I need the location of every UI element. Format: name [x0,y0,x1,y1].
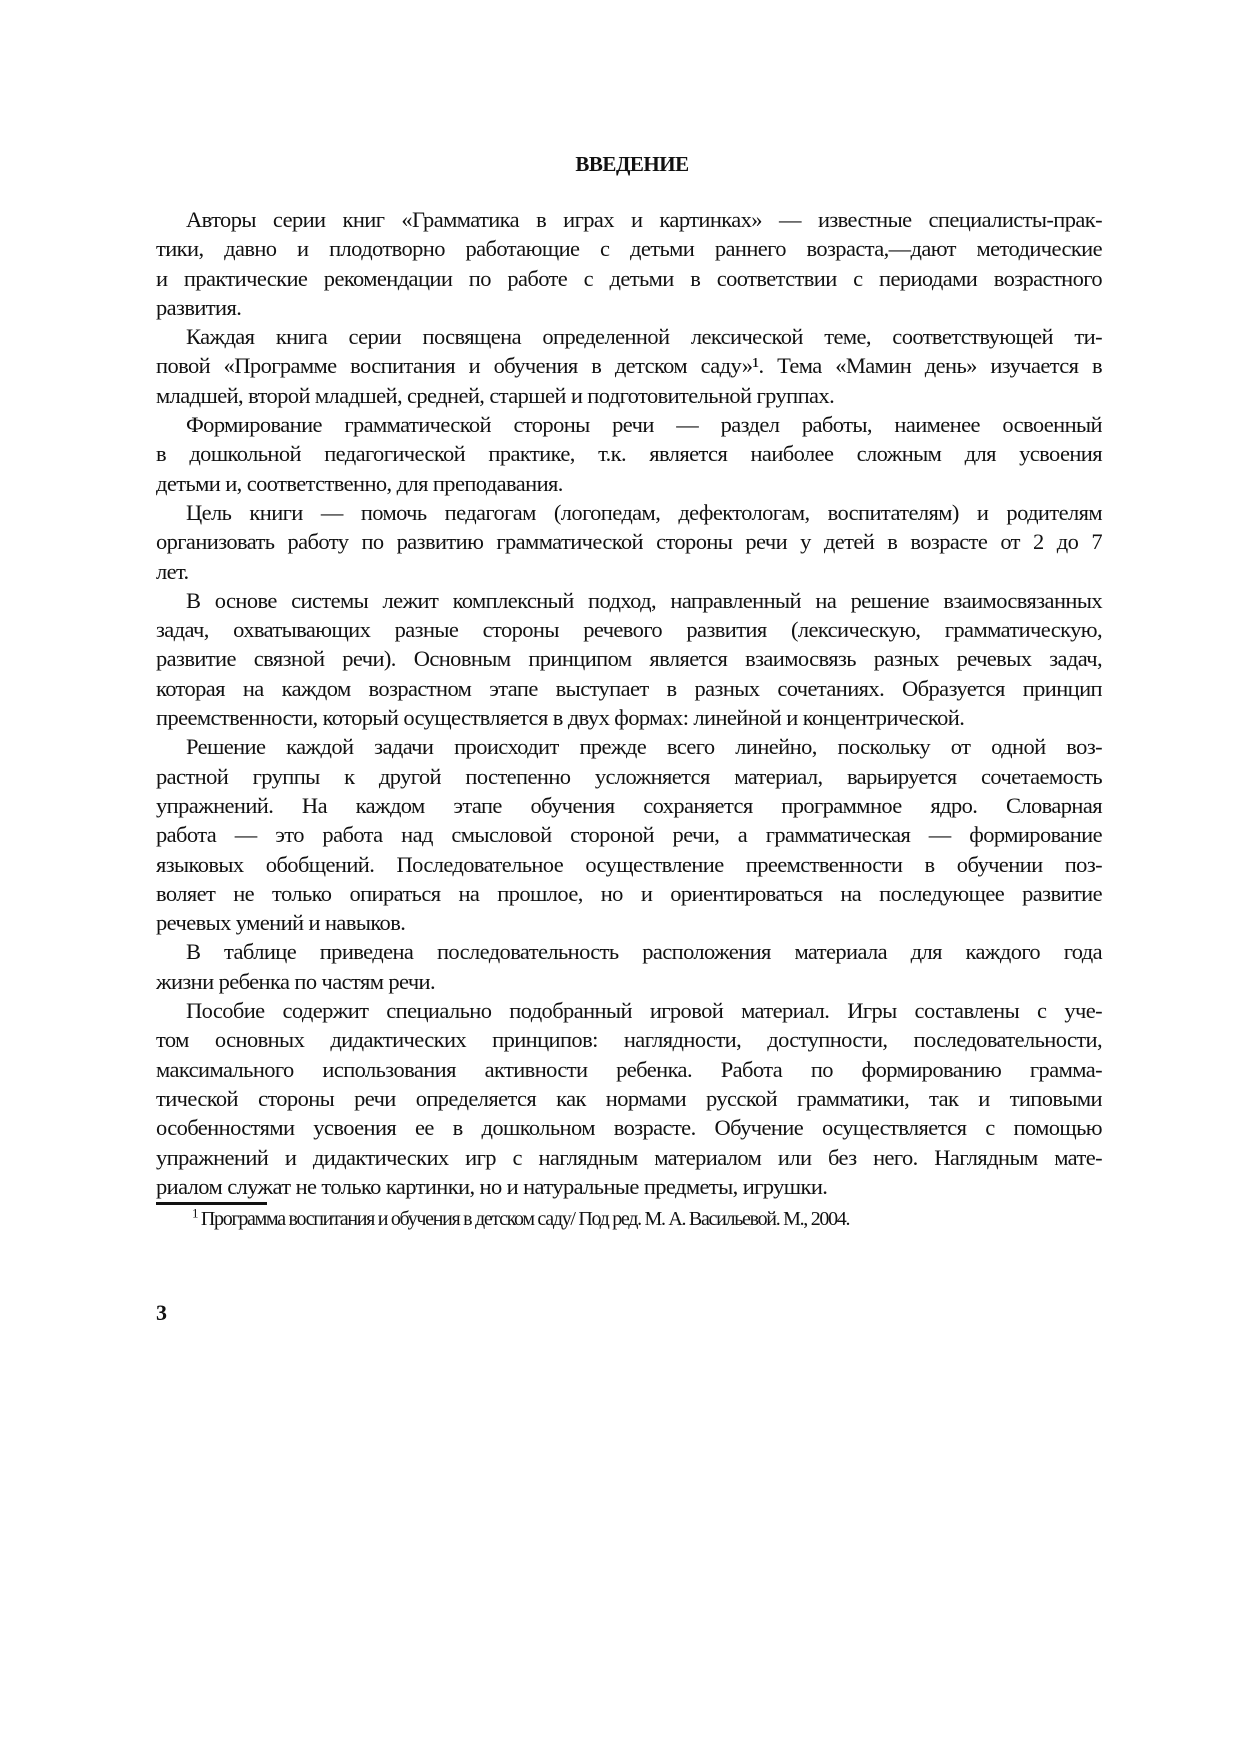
footnote-divider [156,1202,267,1205]
text-line: том основных дидактических принципов: наглядности, доступности, последовательности, [156,1027,1102,1053]
text-line: речевых умений и навыков. [156,910,406,936]
text-line: упражнений и дидактических игр с наглядным материалом или без него. Наглядным мате- [156,1144,1102,1170]
text-line: преемственности, который осуществляется в двух формах: линейной и концентрической. [156,705,965,731]
text-line: повой «Программе воспитания и обучения в детском саду»¹. Тема «Мамин день» изучается в [156,353,1102,379]
body-text [156,205,1102,1201]
paragraph [156,498,1102,586]
paragraph [156,732,1102,937]
text-line: и практические рекомендации по работе с детьми в соответствии с периодами возрастного [156,265,1102,291]
text-line: максимального использования активности ребенка. Работа по формированию грамма- [156,1056,1102,1082]
text-line: упражнений. На каждом этапе обучения сохраняется программное ядро. Словарная [156,792,1102,818]
text-line: В таблице приведена последовательность расположения материала для каждого года [186,939,1102,965]
text-line: Цель книги — помочь педагогам (логопедам, дефектологам, воспитателям) и родителям [186,499,1102,525]
footnote [192,1205,850,1231]
text-line: в дошкольной педагогической практике, т.к. является наиболее сложным для усвоения [156,441,1102,467]
text-line: особенностями усвоения ее в дошкольном возрасте. Обучение осуществляется с помощью [156,1115,1102,1141]
text-line: задач, охватывающих разные стороны речевого развития (лексическую, грамматическую, [156,617,1102,643]
text-line: которая на каждом возрастном этапе выступает в разных сочетаниях. Образуется принцип [156,675,1102,701]
section-title: ВВЕДЕНИЕ [575,152,689,176]
text-line: Пособие содержит специально подобранный игровой материал. Игры составлены с уче- [186,998,1102,1024]
paragraph [156,205,1102,322]
text-line: работа — это работа над смысловой стороной речи, а грамматическая — формирование [156,822,1102,848]
paragraph [156,586,1102,732]
paragraph [156,996,1102,1201]
text-line: языковых обобщений. Последовательное осуществление преемственности в обучении поз- [156,851,1102,877]
text-line: тической стороны речи определяется как нормами русской грамматики, так и типовыми [156,1085,1102,1111]
text-line: Каждая книга серии посвящена определенной лексической теме, соответствующей ти- [186,324,1102,350]
paragraph [156,322,1102,410]
text-line: риалом служат не только картинки, но и натуральные предметы, игрушки. [156,1173,828,1199]
paragraph [156,410,1102,498]
paragraph [156,937,1102,996]
text-line: развития. [156,294,242,320]
text-line: развитие связной речи). Основным принципом является взаимосвязь разных речевых задач, [156,646,1102,672]
text-line: В основе системы лежит комплексный подход, направленный на решение взаимосвязанных [186,587,1102,613]
text-line: Решение каждой задачи происходит прежде всего линейно, поскольку от одной воз- [186,734,1102,760]
text-line: Формирование грамматической стороны речи — раздел работы, наименее освоенный [186,412,1102,438]
text-line: растной группы к другой постепенно усложняется материал, варьируется сочетаемость [156,763,1102,789]
text-line: лет. [156,558,189,584]
text-line: младшей, второй младшей, средней, старшей и подготовительной группах. [156,382,835,408]
page-number: 3 [156,1300,167,1325]
text-line: детьми и, соответственно, для преподавания. [156,470,563,496]
text-line: организовать работу по развитию грамматической стороны речи у детей в возрасте от 2 до 7 [156,529,1102,555]
text-line: жизни ребенка по частям речи. [156,968,436,994]
footnote-mark: 1 [192,1205,198,1221]
text-line: тики, давно и плодотворно работающие с детьми раннего возраста,—дают методические [156,236,1102,262]
text-line: воляет не только опираться на прошлое, но и ориентироваться на последующее развитие [156,880,1102,906]
text-line: Авторы серии книг «Грамматика в играх и картинках» — известные специалисты-прак- [186,207,1102,232]
footnote-text: Программа воспитания и обучения в детском саду/ Под ред. М. А. Васильевой. М., 2004. [200,1208,850,1230]
